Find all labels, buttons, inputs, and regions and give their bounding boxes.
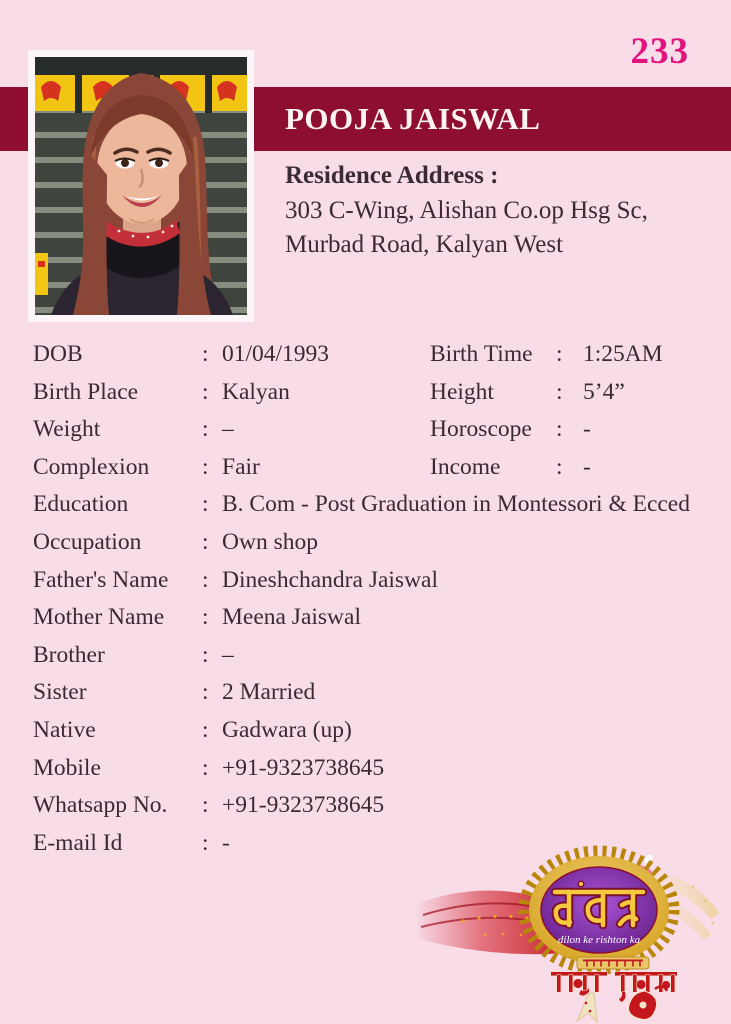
detail-label: Sister: [33, 679, 87, 706]
detail-colon: :: [202, 491, 209, 518]
residence-address-line: 303 C-Wing, Alishan Co.op Hsg Sc,: [285, 196, 648, 224]
detail-row: [430, 336, 730, 374]
detail-colon: :: [202, 641, 209, 668]
detail-label: Native: [33, 716, 96, 743]
detail-label: Height: [430, 378, 494, 405]
detail-value: Kalyan: [222, 378, 290, 405]
detail-colon: :: [202, 604, 209, 631]
detail-label: E-mail Id: [33, 829, 123, 856]
logo-tagline-text: dilon ke rishton ka: [557, 934, 641, 946]
profile-name: POOJA JAISWAL: [285, 101, 541, 136]
detail-row: [33, 562, 729, 600]
profile-photo: [28, 50, 254, 322]
detail-label: Education: [33, 491, 129, 518]
detail-colon: :: [202, 679, 209, 706]
detail-colon: :: [202, 378, 209, 405]
detail-row: [33, 750, 729, 788]
detail-colon: :: [202, 716, 209, 743]
detail-label: Complexion: [33, 453, 150, 480]
detail-colon: :: [556, 416, 563, 443]
detail-colon: :: [202, 829, 209, 856]
residence-address-block: [285, 159, 648, 263]
detail-value: 01/04/1993: [222, 341, 330, 367]
detail-row: [33, 637, 729, 675]
detail-value: +91-9323738645: [222, 754, 385, 781]
detail-value: -: [583, 416, 591, 443]
detail-label: Weight: [33, 416, 101, 443]
detail-value: Dineshchandra Jaiswal: [222, 566, 438, 593]
detail-value: +91-9323738645: [222, 792, 385, 819]
detail-row: [33, 599, 729, 637]
bandhan-logo: [393, 843, 731, 1024]
detail-label: Birth Place: [33, 378, 139, 405]
detail-label: Mother Name: [33, 604, 165, 631]
residence-address-line: Murbad Road, Kalyan West: [285, 231, 564, 258]
detail-colon: :: [202, 341, 209, 367]
detail-label: Horoscope: [430, 416, 532, 443]
detail-row: [430, 449, 730, 487]
detail-value: 1:25AM: [583, 341, 663, 367]
detail-colon: :: [556, 453, 563, 480]
detail-colon: :: [202, 792, 209, 819]
ribbon-tail-icon: [577, 993, 597, 1022]
detail-value: –: [222, 416, 234, 443]
detail-row: [33, 825, 729, 863]
detail-row: [33, 712, 729, 750]
detail-label: DOB: [33, 341, 83, 367]
detail-value: -: [222, 829, 230, 856]
audience-banner-art: [577, 957, 649, 969]
detail-value: -: [583, 453, 591, 480]
detail-row: [33, 787, 729, 825]
detail-value: –: [222, 641, 234, 668]
detail-colon: :: [556, 378, 563, 405]
detail-value: Gadwara (up): [222, 716, 352, 743]
detail-row: [33, 524, 729, 562]
detail-label: Birth Time: [430, 341, 533, 367]
detail-colon: :: [202, 566, 209, 593]
profile-number: 233: [630, 31, 689, 72]
detail-label: Occupation: [33, 528, 142, 555]
detail-label: Whatsapp No.: [33, 792, 168, 819]
detail-row: [33, 486, 729, 524]
detail-value: Own shop: [222, 528, 318, 555]
detail-value: Meena Jaiswal: [222, 604, 361, 631]
detail-colon: :: [202, 528, 209, 555]
detail-label: Mobile: [33, 754, 101, 781]
detail-value: B. Com - Post Graduation in Montessori & Ecced: [222, 491, 690, 518]
detail-row: [430, 374, 730, 412]
detail-label: Father's Name: [33, 566, 169, 593]
detail-row: [33, 674, 729, 712]
detail-row: [430, 411, 730, 449]
detail-colon: :: [202, 754, 209, 781]
detail-value: 2 Married: [222, 679, 316, 706]
detail-colon: :: [202, 453, 209, 480]
detail-colon: :: [556, 341, 563, 367]
profile-photo-illustration: [35, 57, 247, 315]
detail-value: 5’4”: [583, 378, 625, 405]
residence-address-label: Residence Address :: [285, 162, 499, 189]
detail-label: Income: [430, 453, 501, 480]
bandhan-logo-art: [393, 843, 731, 1024]
details-list-right: [430, 336, 730, 486]
brand-wordart: [555, 881, 643, 925]
detail-value: Fair: [222, 453, 260, 480]
detail-colon: :: [202, 416, 209, 443]
detail-label: Brother: [33, 641, 105, 668]
